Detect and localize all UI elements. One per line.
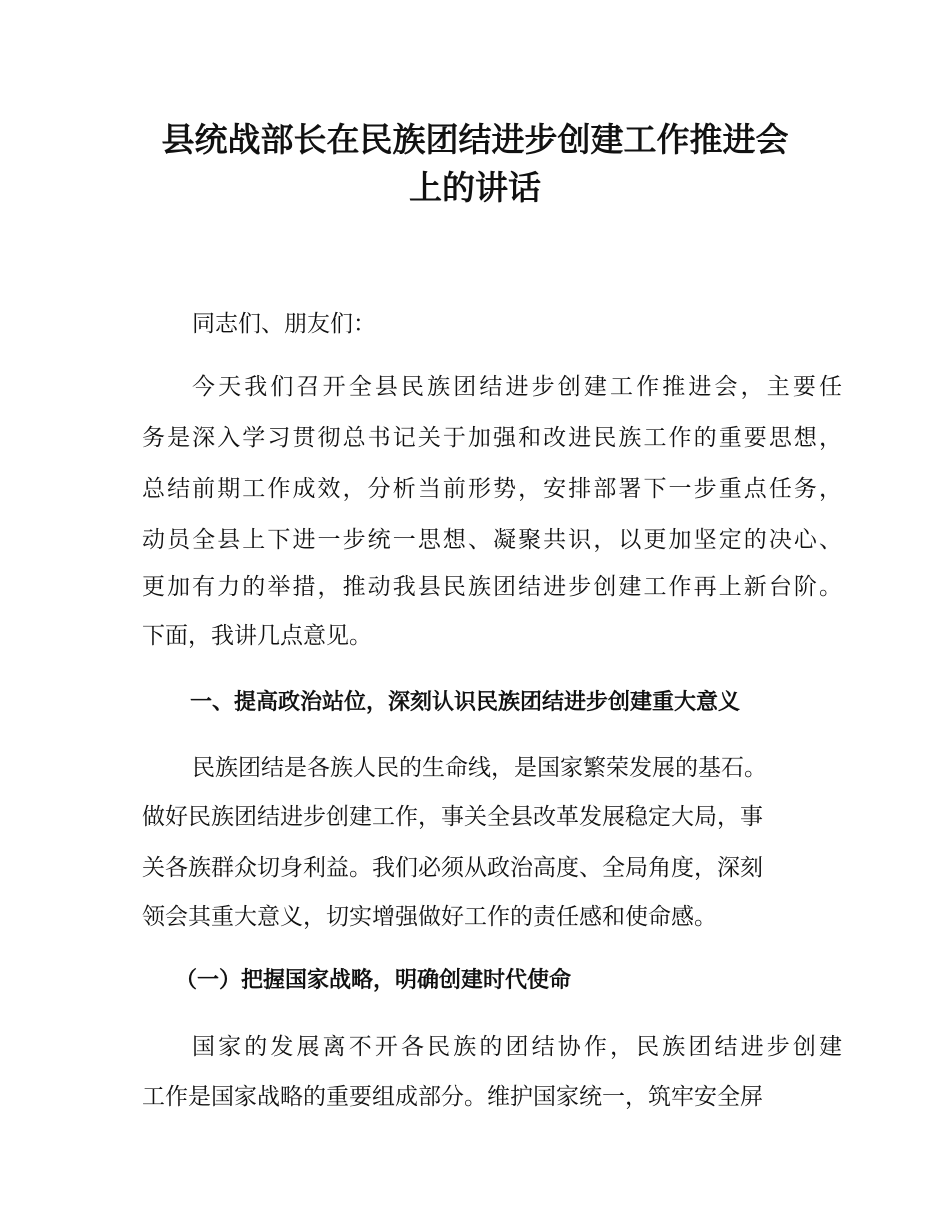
document-title-line-1: 县统战部长在民族团结进步创建工作推进会 <box>161 120 789 159</box>
paragraph-line: 务是深入学习贯彻总书记关于加强和改进民族工作的重要思想， <box>142 425 842 451</box>
subsection-heading: （一）把握国家战略，明确创建时代使命 <box>175 968 572 993</box>
paragraph-line: 工作是国家战略的重要组成部分。维护国家统一，筑牢安全屏 <box>142 1084 763 1110</box>
document-title-line-2: 上的讲话 <box>409 168 541 207</box>
section-heading: 一、提高政治站位，深刻认识民族团结进步创建重大意义 <box>190 690 741 715</box>
paragraph-line: 领会其重大意义，切实增强做好工作的责任感和使命感。 <box>142 904 717 930</box>
paragraph-line: 下面，我讲几点意见。 <box>142 623 372 649</box>
paragraph-line: 国家的发展离不开各民族的团结协作，民族团结进步创建 <box>192 1034 842 1060</box>
paragraph-line: 动员全县上下进一步统一思想、凝聚共识，以更加坚定的决心、 <box>142 527 842 553</box>
paragraph-line: 民族团结是各族人民的生命线，是国家繁荣发展的基石。 <box>192 755 767 781</box>
paragraph-line: 做好民族团结进步创建工作，事关全县改革发展稳定大局，事 <box>142 804 763 830</box>
paragraph-line: 更加有力的举措，推动我县民族团结进步创建工作再上新台阶。 <box>142 574 842 600</box>
paragraph-line: 总结前期工作成效，分析当前形势，安排部署下一步重点任务， <box>142 476 842 502</box>
salutation: 同志们、朋友们： <box>192 311 376 337</box>
paragraph-line: 今天我们召开全县民族团结进步创建工作推进会，主要任 <box>192 374 842 400</box>
paragraph-line: 关各族群众切身利益。我们必须从政治高度、全局角度，深刻 <box>142 855 763 881</box>
